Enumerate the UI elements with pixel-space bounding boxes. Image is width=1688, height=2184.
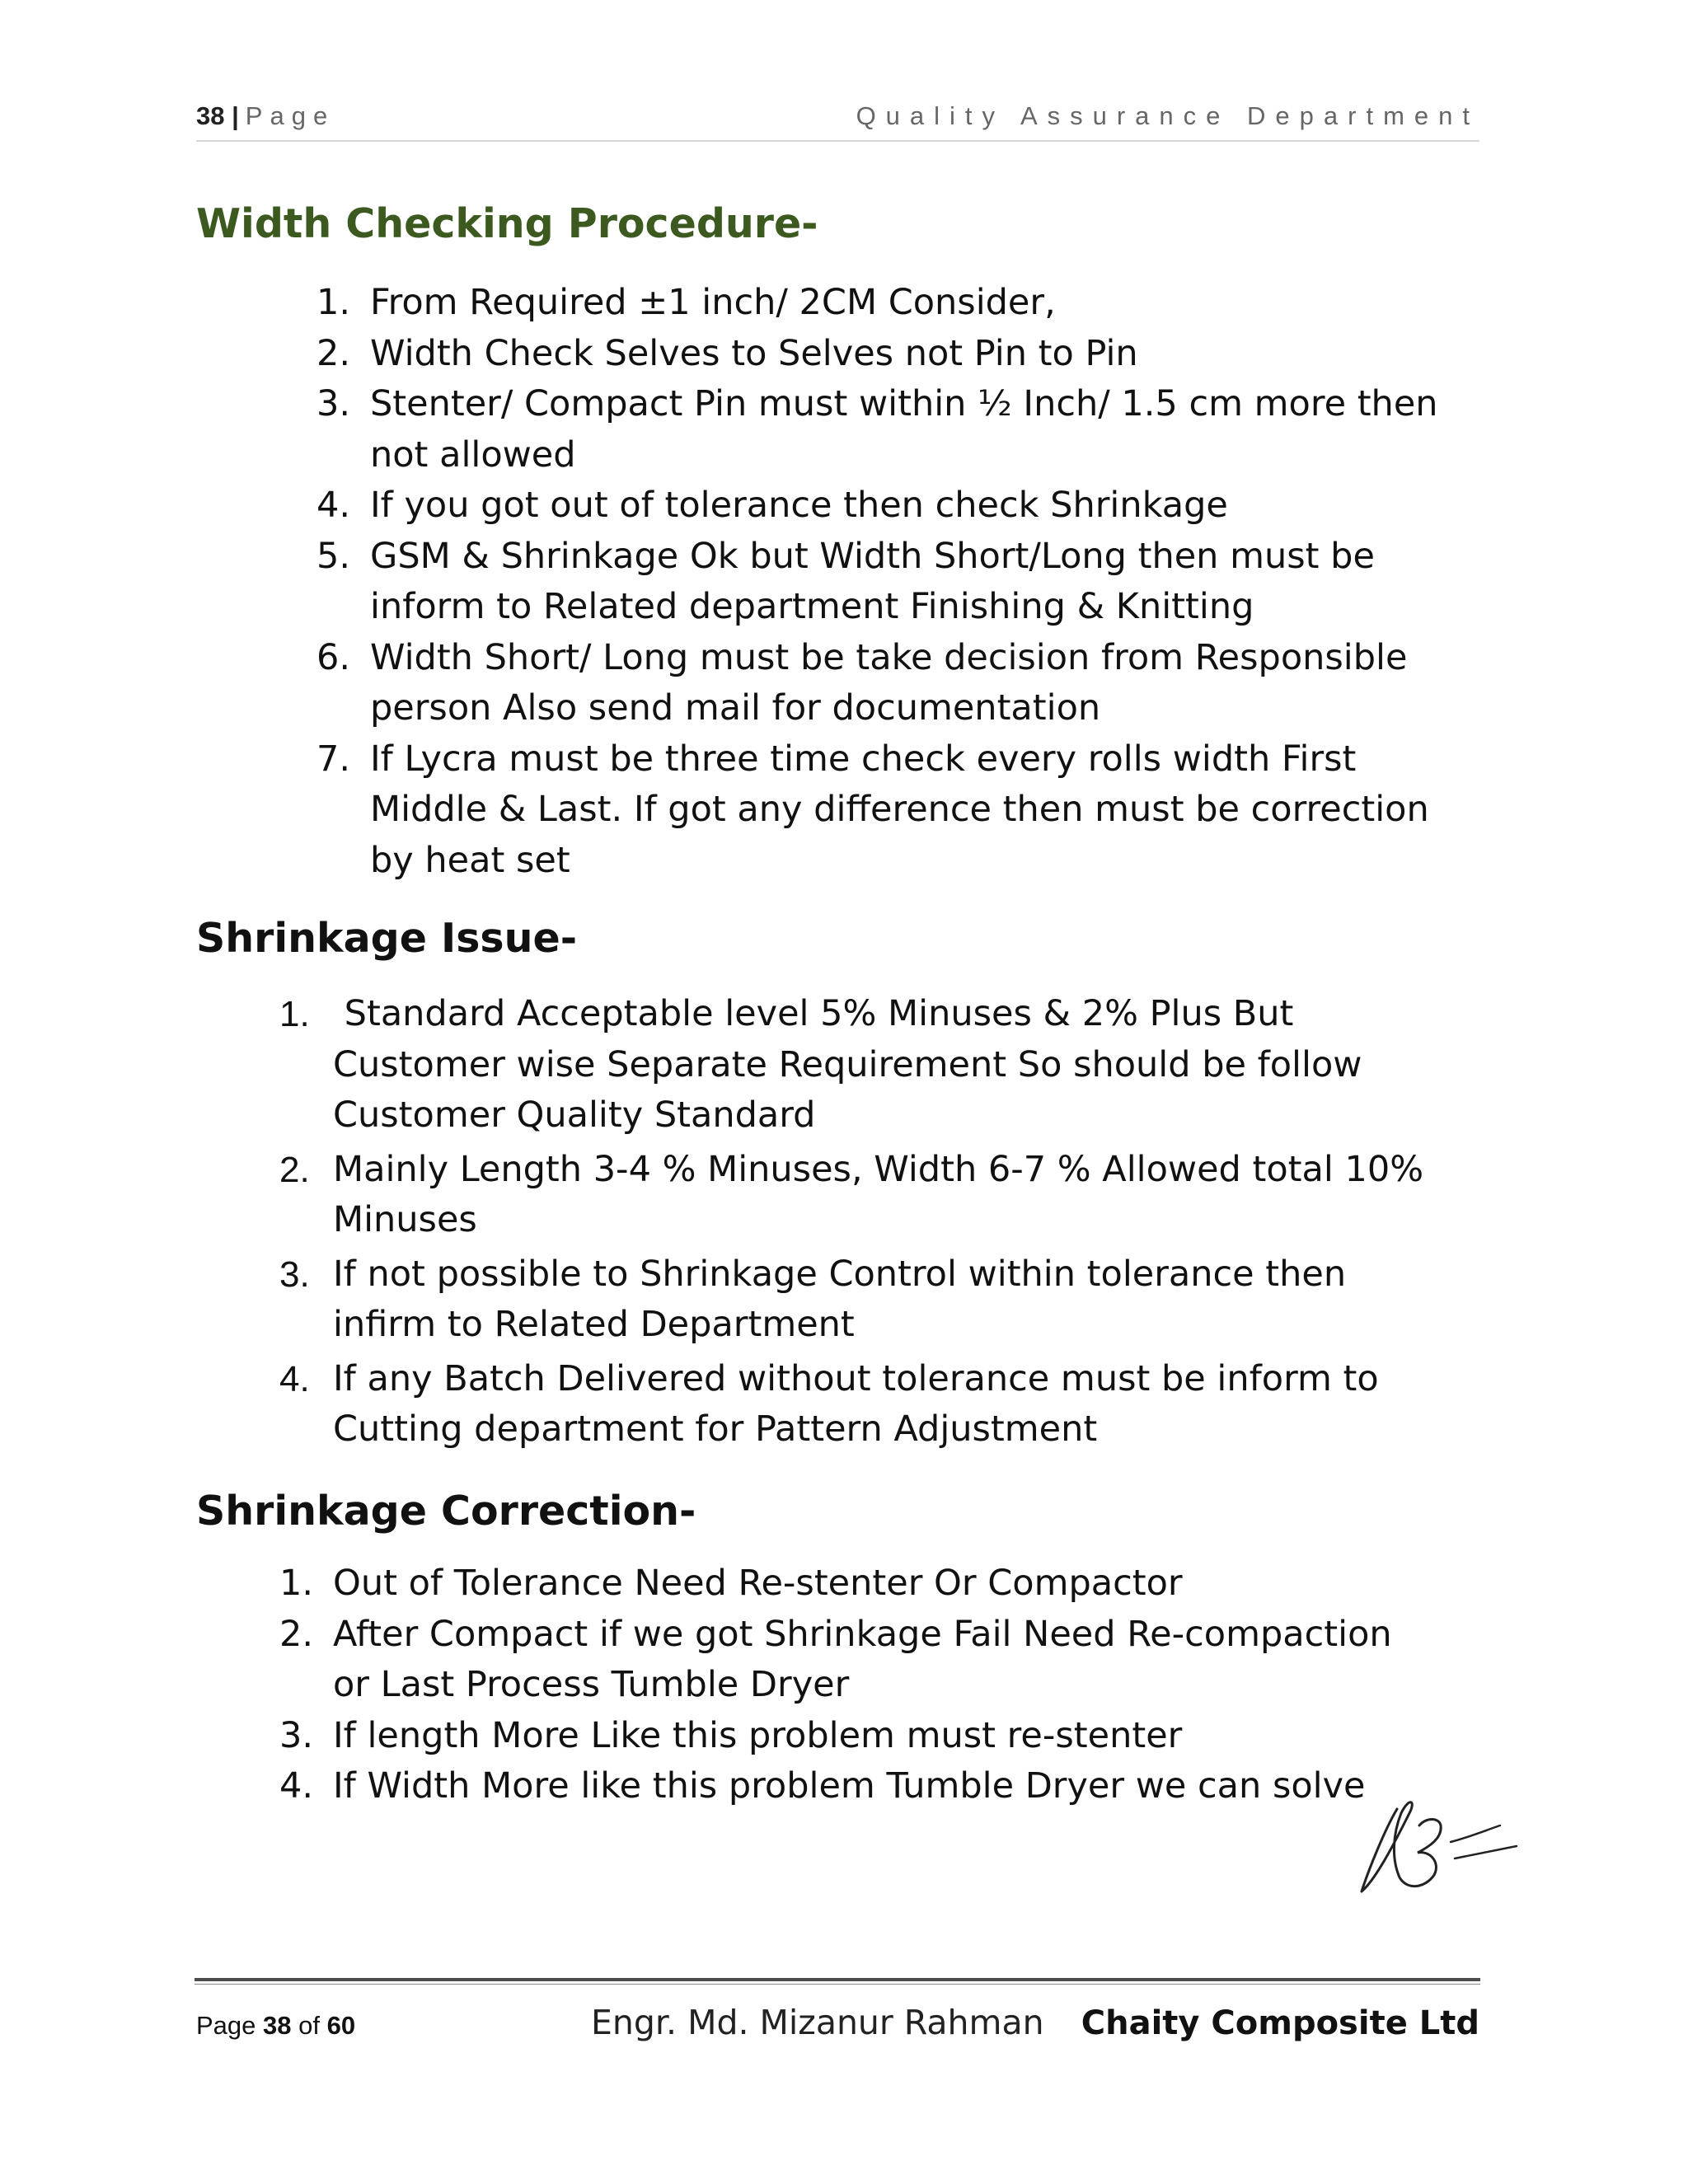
list-item-line: by heat set	[370, 839, 570, 881]
width-section-title: Width Checking Procedure-	[196, 200, 818, 247]
list-item-line: If you got out of tolerance then check Shrinkage	[370, 485, 1228, 526]
list-item-number: 3.	[316, 383, 351, 424]
list-item	[316, 278, 1507, 329]
signature-image	[1352, 1780, 1525, 1912]
footer-company: Chaity Composite Ltd	[1081, 2004, 1479, 2042]
list-item-number: 4.	[279, 1765, 314, 1807]
list-item-line: inform to Related department Finishing & Knitting	[370, 586, 1254, 627]
list-item	[279, 1249, 1503, 1351]
list-item-line: If length More Like this problem must re-stenter	[333, 1714, 1183, 1756]
shrinkage-correction-list	[279, 1558, 1503, 1812]
footer-page-label: Page	[196, 2011, 256, 2040]
list-item-number: 2.	[279, 1149, 310, 1190]
footer-of-label: of	[298, 2011, 320, 2040]
list-item-line: If Width More like this problem Tumble Dryer we can solve	[333, 1765, 1366, 1807]
list-item-number: 2.	[316, 332, 351, 374]
shrinkage-correction-title: Shrinkage Correction-	[196, 1488, 696, 1535]
list-item-number: 3.	[279, 1714, 314, 1756]
list-item-line: Customer wise Separate Requirement So should be follow	[333, 1043, 1362, 1085]
header-page-label	[196, 101, 335, 131]
list-item-line: After Compact if we got Shrinkage Fail Need Re-compaction	[333, 1613, 1392, 1655]
header-page-word: Page	[245, 101, 335, 130]
list-item-line: not allowed	[370, 434, 576, 476]
list-item	[316, 480, 1507, 532]
page-footer	[196, 2003, 1479, 2052]
header-page-number: 38	[196, 101, 225, 130]
footer-divider-thin	[195, 1984, 1480, 1985]
list-item-number: 4.	[279, 1358, 310, 1399]
list-item-line: Width Short/ Long must be take decision from Responsible	[370, 636, 1408, 678]
list-item-number: 6.	[316, 636, 351, 678]
list-item-line: Mainly Length 3-4 % Minuses, Width 6-7 % Allowed total 10%	[333, 1148, 1424, 1190]
list-item-line: If Lycra must be three time check every rolls width First	[370, 738, 1357, 780]
footer-page-total: 60	[326, 2011, 356, 2040]
list-item	[279, 1145, 1503, 1246]
list-item	[279, 1610, 1503, 1711]
width-procedure-list	[316, 278, 1507, 886]
list-item	[316, 734, 1507, 887]
list-item-line: Out of Tolerance Need Re-stenter Or Compactor	[333, 1563, 1183, 1604]
list-item-number: 7.	[316, 738, 351, 780]
page-header	[196, 97, 1479, 142]
list-item	[279, 1711, 1503, 1762]
list-item-line: Minuses	[333, 1199, 477, 1240]
list-item-line: Width Check Selves to Selves not Pin to Pin	[370, 332, 1138, 374]
list-item	[279, 1558, 1503, 1610]
shrinkage-issue-title: Shrinkage Issue-	[196, 915, 578, 962]
list-item	[316, 379, 1507, 480]
list-item-number: 5.	[316, 535, 351, 577]
footer-author: Engr. Md. Mizanur Rahman	[591, 2003, 1044, 2042]
signature-stroke-tail	[1451, 1825, 1517, 1858]
footer-page-current: 38	[263, 2011, 292, 2040]
list-item-line: GSM & Shrinkage Ok but Width Short/Long then must be	[370, 535, 1375, 577]
list-item-line: If any Batch Delivered without tolerance must be inform to	[333, 1357, 1379, 1399]
list-item-line: or Last Process Tumble Dryer	[333, 1664, 850, 1705]
list-item	[279, 989, 1503, 1141]
list-item-line: Middle & Last. If got any difference then must be correction	[370, 789, 1429, 830]
list-item-line: person Also send mail for documentation	[370, 687, 1101, 729]
footer-divider	[195, 1978, 1480, 1981]
list-item-number: 1.	[279, 994, 310, 1034]
list-item-line: Cutting department for Pattern Adjustment	[333, 1408, 1098, 1450]
list-item-line: If not possible to Shrinkage Control within tolerance then	[333, 1253, 1347, 1295]
list-item-number: 4.	[316, 485, 351, 526]
list-item-number: 3.	[279, 1254, 310, 1295]
list-item-line: Customer Quality Standard	[333, 1094, 816, 1136]
list-item	[316, 329, 1507, 380]
list-item-line: Standard Acceptable level 5% Minuses & 2% Plus But	[333, 993, 1294, 1034]
list-item-number: 2.	[279, 1613, 314, 1655]
shrinkage-issue-list	[279, 989, 1503, 1459]
signature-stroke-main	[1362, 1802, 1441, 1891]
list-item	[316, 633, 1507, 734]
header-separator: |	[232, 101, 239, 130]
list-item-line: infirm to Related Department	[333, 1304, 855, 1345]
footer-page-info	[196, 2011, 355, 2041]
list-item-number: 1.	[279, 1563, 314, 1604]
list-item	[279, 1354, 1503, 1455]
list-item-number: 1.	[316, 282, 351, 323]
list-item	[316, 532, 1507, 633]
header-department: Quality Assurance Department	[856, 101, 1479, 130]
list-item-line: Stenter/ Compact Pin must within ½ Inch/ 1.5 cm more then	[370, 383, 1438, 424]
list-item-line: From Required ±1 inch/ 2CM Consider,	[370, 282, 1056, 323]
list-item	[279, 1761, 1503, 1812]
